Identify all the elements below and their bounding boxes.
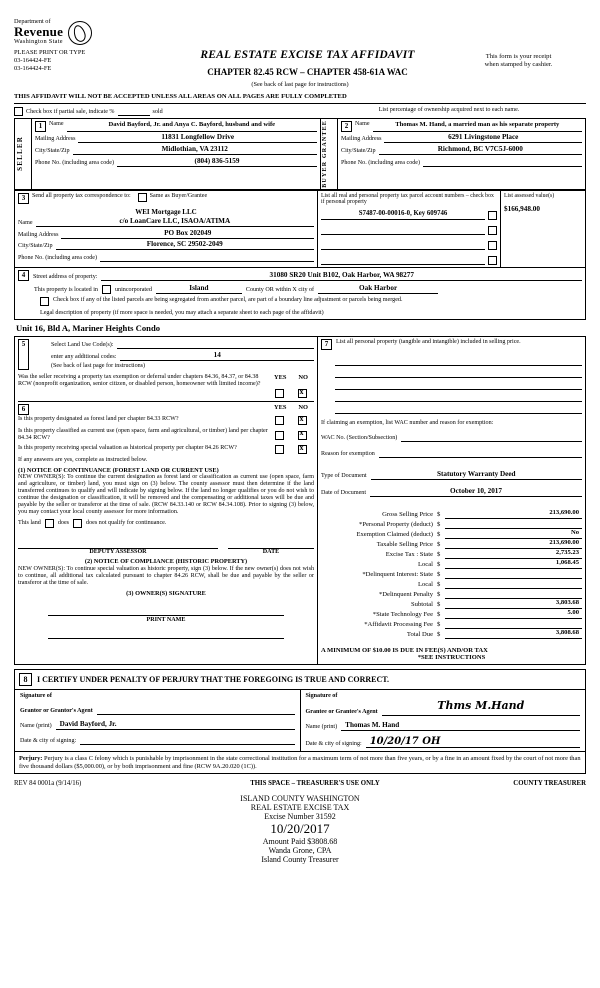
buyer-block (338, 118, 586, 189)
stamp-date: 10/20/2017 (270, 820, 330, 836)
form-number-2: 03-164424-FE (14, 65, 52, 73)
segregation-note: Check box if any of the listed parcels are being segregated from another parcel, are part of a boundary line adjustment or parcels being merged. (53, 296, 403, 303)
landuse-additional-value[interactable]: 14 (120, 351, 314, 361)
landuse-additional-label: enter any additional codes: (51, 353, 117, 360)
correspondence-instruction: Send all property tax correspondence to: (32, 192, 131, 199)
partial-sale-label: Check box if partial sale, indicate % (26, 108, 115, 115)
rev-number: REV 84 0001a (9/14/16) (14, 780, 82, 788)
owner-print-name-line[interactable] (48, 626, 284, 639)
money-row (321, 529, 582, 539)
county-or-city-label: County OR within X city of (245, 286, 315, 293)
grantor-date-label: Date & city of signing: (20, 737, 77, 744)
parcel-header: List all real and personal property tax parcel account numbers – check box if personal property (321, 192, 494, 206)
correspondence-mailing-value[interactable]: PO Box 202049 (61, 229, 314, 239)
landuse-code-value[interactable] (117, 339, 314, 349)
assessed-values-block (501, 190, 586, 267)
notice-compliance-title: (2) NOTICE OF COMPLIANCE (HISTORIC PROPERTY) (84, 558, 248, 566)
exemption-reason-value[interactable] (379, 448, 582, 458)
land-does-qualify-checkbox[interactable] (45, 519, 54, 528)
agency-logo (14, 18, 92, 45)
document-date-value[interactable]: October 10, 2017 (370, 487, 582, 497)
signature-block (14, 690, 586, 753)
owner-signature-line[interactable] (48, 601, 284, 616)
grantor-signature-block (15, 690, 300, 752)
seller-side-label: SELLER (16, 136, 24, 172)
money-label-8: *Delinquent Penalty (378, 591, 433, 599)
correspondence-phone-value[interactable] (100, 252, 314, 262)
sold-label: sold (152, 108, 163, 115)
certification-header (14, 669, 586, 690)
money-label-0: Gross Selling Price (382, 511, 433, 519)
see-instructions-note: *SEE INSTRUCTIONS (417, 654, 486, 662)
dollar-sign-icon: $ (437, 521, 441, 529)
parcel-personal-checkbox-0[interactable] (488, 211, 497, 220)
money-value-8[interactable] (445, 589, 582, 599)
parcel-number-3[interactable] (321, 255, 485, 265)
tax-correspondence-block (15, 190, 318, 267)
notice-compliance-body: NEW OWNER(S): To continue special valuation as historic property, sign (3) below. If the new owner(s) does not wish to continue, all additional tax calculated pursuant to chapter 84.26 RCW, shall be due and payable by the seller or transferor at the time of sale. (18, 565, 314, 586)
money-label-11: *Affidavit Processing Fee (364, 621, 433, 629)
see-back-note: (See back of last page for instructions) (251, 81, 349, 89)
buyer-side-tab (321, 118, 338, 189)
does-not-label: does not qualify for continuance. (86, 520, 167, 527)
money-value-3[interactable]: 213,690.00 (445, 539, 582, 549)
grantee-name-value[interactable]: Thomas M. Hand (341, 721, 580, 731)
money-row (321, 569, 582, 579)
dollar-sign-icon: $ (437, 531, 441, 539)
seller-mailing-value[interactable]: 11831 Longfellow Drive (78, 133, 317, 143)
partial-sale-row (14, 107, 312, 116)
print-type-label: PLEASE PRINT OR TYPE (14, 49, 86, 57)
same-as-buyer-label: Same as Buyer/Grantee (149, 192, 208, 199)
buyer-side-label: BUYER GRANTEE (322, 119, 328, 188)
parcel-number-0[interactable]: S7487-00-00016-0, Key 609746 (321, 210, 485, 220)
seller-block (32, 118, 321, 189)
parcel-row (321, 225, 497, 235)
money-value-10[interactable]: 5.00 (445, 609, 582, 619)
money-value-7[interactable] (445, 579, 582, 589)
perjury-label: Perjury: (19, 755, 43, 763)
document-header (14, 18, 586, 45)
classification-question-row (18, 445, 314, 454)
currentuse-no-checkbox[interactable] (298, 431, 307, 440)
parcel-number-2[interactable] (321, 240, 485, 250)
wac-number-value[interactable] (401, 432, 582, 442)
grantor-date-value[interactable] (80, 735, 294, 745)
property-box-number: 4 (18, 270, 29, 281)
historic-yes-checkbox[interactable] (275, 445, 284, 454)
document-type-value[interactable]: Statutory Warranty Deed (371, 470, 582, 480)
money-value-12[interactable]: 3,808.68 (445, 629, 582, 639)
dollar-sign-icon: $ (437, 541, 441, 549)
buyer-citystate-value[interactable]: Richmond, BC V7C5J-6000 (379, 145, 582, 155)
money-label-3: Taxable Selling Price (376, 541, 433, 549)
correspondence-name-line1: WEI Mortgage LLC (135, 207, 197, 216)
grantor-signature-field[interactable] (97, 700, 295, 715)
forest-no-checkbox[interactable] (298, 416, 307, 425)
money-value-0[interactable]: 213,690.00 (445, 509, 582, 519)
footer-row (14, 780, 586, 788)
grantee-date-label: Date & city of signing: (305, 741, 362, 748)
street-address-value[interactable]: 31080 SR20 Unit B102, Oak Harbor, WA 98277 (101, 271, 582, 281)
buyer-box-number: 2 (341, 121, 352, 132)
seller-box-number: 1 (35, 121, 46, 132)
grantor-sig-role: Grantor or Grantor's Agent (20, 707, 93, 714)
classification-no-label: NO (298, 404, 308, 412)
street-address-label: Street address of property: (33, 273, 98, 280)
city-name-value[interactable]: Oak Harbor (318, 284, 438, 294)
correspondence-citystate-label: City/State/Zip (18, 243, 53, 250)
land-does-not-qualify-checkbox[interactable] (73, 519, 82, 528)
buyer-mailing-label: Mailing Address (341, 136, 382, 143)
dollar-sign-icon: $ (437, 511, 441, 519)
receipt-note-line2: when stamped by cashier. (484, 61, 553, 69)
money-value-5[interactable]: 1,068.45 (445, 559, 582, 569)
dollar-sign-icon: $ (437, 581, 441, 589)
money-table (321, 509, 582, 639)
seller-exemption-question: Was the seller receiving a property tax exemption or deferral under chapters 84.36, 84.37, or 84.38 RCW (nonprofit organization, senior citizen, or disabled person, homeowner with limited income)? (18, 373, 261, 387)
dollar-sign-icon: $ (437, 601, 441, 609)
buyer-phone-label: Phone No. (including area code) (341, 159, 421, 166)
exemption-no-checkbox[interactable] (298, 389, 307, 398)
money-row (321, 629, 582, 639)
parcel-personal-checkbox-2[interactable] (488, 241, 497, 250)
money-row (321, 549, 582, 559)
grantee-sig-role: Grantee or Grantee's Agent (305, 708, 378, 715)
parcel-numbers-block (318, 190, 501, 267)
wac-number-label: WAC No. (Section/Subsection) (321, 434, 398, 441)
currentuse-yes-checkbox[interactable] (275, 431, 284, 440)
grantor-name-value[interactable]: David Bayford, Jr. (56, 720, 295, 730)
personal-property-line-2[interactable] (335, 378, 582, 390)
personal-property-line-1[interactable] (335, 366, 582, 378)
personal-property-line-0[interactable] (335, 354, 582, 366)
buyer-citystate-label: City/State/Zip (341, 148, 376, 155)
correspondence-mailing-label: Mailing Address (18, 231, 59, 238)
parcel-row (321, 210, 497, 220)
title-block (164, 49, 451, 77)
money-row (321, 539, 582, 549)
seal-icon (68, 21, 92, 45)
legal-description-note: Legal description of property (if more space is needed, you may attach a separate sheet to each page of the affidavit) (40, 309, 324, 316)
stamp-excise-number: Excise Number 31592 (264, 812, 336, 822)
seller-mailing-label: Mailing Address (35, 136, 76, 143)
stamp-amount-paid: Amount Paid $3808.68 (262, 836, 338, 846)
forest-yes-checkbox[interactable] (275, 416, 284, 425)
money-row (321, 619, 582, 629)
dollar-sign-icon: $ (437, 571, 441, 579)
owner-signature-title: (3) OWNER(S) SIGNATURE (126, 589, 206, 597)
print-name-label: PRINT NAME (146, 616, 186, 623)
minimum-due-note: A MINIMUM OF $10.00 IS DUE IN FEE(S) AND/OR TAX (321, 646, 488, 654)
money-value-2[interactable]: No (445, 529, 582, 539)
money-label-10: *State Technology Fee (372, 611, 433, 619)
dollar-sign-icon: $ (437, 551, 441, 559)
classification-question-1: Is this property classified as current use (open space, farm and agricultural, or timber) land per chapter 84.34 RCW? (18, 428, 268, 442)
print-instructions (14, 49, 164, 77)
landuse-see-back: (See back of last page for instructions) (51, 362, 146, 369)
stamp-line1: ISLAND COUNTY WASHINGTON (240, 794, 360, 803)
correspondence-phone-label: Phone No. (including area code) (18, 255, 98, 262)
money-label-7: Local (417, 581, 433, 589)
ownership-note: List percentage of ownership acquired next to each name. (378, 106, 520, 113)
parcel-row (321, 240, 497, 250)
money-value-4[interactable]: 2,735.23 (445, 549, 582, 559)
partial-sale-percent[interactable] (118, 115, 150, 116)
grantee-date-value[interactable]: 10/20/17 OH (366, 736, 580, 749)
county-name-value[interactable]: Island (156, 284, 242, 294)
receipt-note-line1: This form is your receipt (485, 53, 552, 61)
grantee-signature-block (300, 690, 586, 752)
located-in-label: This property is located in (34, 286, 98, 293)
notice-continuance-body: NEW OWNER(S): To continue the current designation as forest land or classification as current use (open space, farm and agriculture, or timber) land, you must sign on (3) below. The county assessor must then determine if the land transferred continues to qualify and will indicate by signing below. If the land no longer qualifies or you do not wish to continue the designation or classification, it will be removed and the compensating or additional taxes will be due and payable by the seller or transferor at the time of sale. (RCW 84.33.140 or RCW 84.34.108). Prior to signing (3) below, you may contact your local county assessor for more information. (18, 474, 314, 516)
buyer-phone-value[interactable] (423, 157, 582, 167)
seller-phone-value[interactable]: (804) 836-5159 (117, 157, 317, 167)
money-label-1: *Personal Property (deduct) (359, 521, 433, 529)
personal-property-line-4[interactable] (335, 402, 582, 414)
correspondence-box-number: 3 (18, 193, 29, 204)
dollar-sign-icon: $ (437, 591, 441, 599)
exemption-yes-label: YES (273, 373, 287, 381)
seller-citystate-label: City/State/Zip (35, 148, 70, 155)
correspondence-name-value[interactable]: c/o LoanCare LLC, ISAOA/ATIMA (36, 217, 314, 227)
exemption-reason-label: Reason for exemption (321, 450, 375, 457)
money-row (321, 509, 582, 519)
treasurer-space-label: THIS SPACE – TREASURER'S USE ONLY (250, 780, 380, 788)
classification-question-row (18, 416, 314, 425)
this-land-label: This land (18, 520, 41, 527)
seller-name-value[interactable]: David Bayford, Jr. and Anya C. Bayford, husband and wife (67, 121, 317, 132)
property-address-block (14, 268, 586, 320)
classification-yes-label: YES (273, 404, 287, 412)
document-type-label: Type of Document (321, 472, 367, 479)
dollar-sign-icon: $ (437, 561, 441, 569)
buyer-name-label: Name (355, 120, 370, 127)
money-value-9[interactable]: 3,803.68 (445, 599, 582, 609)
dollar-sign-icon: $ (437, 611, 441, 619)
dollar-sign-icon: $ (437, 621, 441, 629)
grantee-sig-label: Signature of (305, 692, 338, 699)
money-label-5: Local (417, 561, 433, 569)
seller-side-tab (15, 118, 32, 189)
landuse-box-number: 5 (18, 339, 29, 370)
money-row (321, 559, 582, 569)
landuse-select-label: Select Land Use Code(s): (51, 341, 114, 348)
money-label-2: Exemption Claimed (deduct) (356, 531, 433, 539)
if-yes-note: If any answers are yes, complete as instructed below. (18, 457, 148, 464)
revenue-wordmark: Revenue (14, 24, 64, 40)
assessed-value-header: List assessed value(s) (504, 192, 555, 199)
perjury-notice (14, 752, 586, 774)
parcel-number-1[interactable] (321, 225, 485, 235)
seller-phone-label: Phone No. (including area code) (35, 159, 115, 166)
receipt-note (451, 49, 586, 77)
document-subtitle: CHAPTER 82.45 RCW – CHAPTER 458-61A WAC (207, 66, 408, 77)
parcel-row (321, 255, 497, 265)
certification-title: I CERTIFY UNDER PENALTY OF PERJURY THAT THE FOREGOING IS TRUE AND CORRECT. (37, 674, 390, 684)
department-label: Department of (14, 18, 51, 25)
stamp-treasurer-title: Island County Treasurer (261, 854, 339, 864)
perjury-text: Perjury is a class C felony which is punishable by imprisonment in the state correctional institution for a maximum term of not more than five years, or by a fine in an amount fixed by the court of not more than five thousand dollars ($5,000.00), or by both imprisonment and fine (RCW 9A.20.020 (1C)). (19, 755, 581, 770)
money-row (321, 599, 582, 609)
state-label: Washington State (14, 38, 63, 46)
grantor-sig-label: Signature of (20, 692, 52, 699)
buyer-mailing-value[interactable]: 6291 Livingstone Place (384, 133, 582, 143)
exemption-claim-instruction: If claiming an exemption, list WAC number and reason for exemption: (321, 419, 494, 426)
notice-continuance-title: (1) NOTICE OF CONTINUANCE (FOREST LAND OR CURRENT USE) (18, 467, 219, 475)
seller-citystate-value[interactable]: Midlothian, VA 23112 (73, 145, 317, 155)
correspondence-citystate-value[interactable]: Florence, SC 29502-2049 (56, 240, 314, 250)
stamp-treasurer-name: Wanda Grone, CPA (268, 845, 332, 855)
money-row (321, 589, 582, 599)
stamp-line2: REAL ESTATE EXCISE TAX (250, 803, 350, 813)
certification-box-number: 8 (19, 673, 32, 686)
deputy-assessor-label: DEPUTY ASSESSOR (89, 549, 147, 556)
form-number-1: 03-164424-FE (14, 57, 52, 65)
parcel-personal-checkbox-3[interactable] (488, 256, 497, 265)
partial-sale-checkbox[interactable] (14, 107, 23, 116)
assessed-value-0[interactable]: $166,948.00 (504, 205, 540, 214)
deputy-assessor-date[interactable] (228, 538, 314, 549)
personal-property-instruction: List all personal property (tangible and intangible) included in selling price. (336, 338, 521, 345)
money-value-11[interactable] (445, 619, 582, 629)
date-label: DATE (262, 549, 280, 556)
buyer-name-value[interactable]: Thomas M. Hand, a married man as his separate property (373, 121, 582, 132)
money-row (321, 519, 582, 529)
exemption-no-label: NO (298, 373, 308, 381)
right-column (318, 336, 586, 664)
grantee-name-label: Name (print) (305, 723, 338, 730)
grantee-signature-field[interactable]: Thms M.Hand (382, 700, 580, 716)
money-value-6[interactable] (445, 569, 582, 579)
segregation-checkbox[interactable] (40, 297, 49, 306)
exemption-yes-checkbox[interactable] (275, 389, 284, 398)
money-label-4: Excise Tax : State (385, 551, 433, 559)
grantor-name-label: Name (print) (20, 722, 52, 729)
completion-notice: THIS AFFIDAVIT WILL NOT BE ACCEPTED UNLESS ALL AREAS ON ALL PAGES ARE FULLY COMPLETED (14, 93, 586, 104)
money-row (321, 609, 582, 619)
correspondence-name-label: Name (18, 220, 33, 227)
deputy-assessor-signature[interactable] (18, 538, 218, 549)
personal-property-line-3[interactable] (335, 390, 582, 402)
money-label-9: Subtotal (411, 601, 433, 609)
left-column (15, 336, 318, 664)
money-value-1[interactable] (445, 519, 582, 529)
unincorporated-label: unincorporated (114, 286, 152, 293)
historic-no-checkbox[interactable] (298, 445, 307, 454)
treasurer-stamp (14, 794, 586, 864)
classification-question-2: Is this property receiving special valuation as historical property per chapter 84.26 RCW? (18, 445, 237, 452)
personal-property-box-number: 7 (321, 339, 332, 350)
parcel-personal-checkbox-1[interactable] (488, 226, 497, 235)
same-as-buyer-checkbox[interactable] (138, 193, 147, 202)
dollar-sign-icon: $ (437, 631, 441, 639)
seller-name-label: Name (49, 120, 64, 127)
money-label-6: *Delinquent Interest: State (362, 571, 433, 579)
document-date-label: Date of Document (321, 489, 367, 496)
county-treasurer-label: COUNTY TREASURER (513, 780, 586, 788)
does-label: does (57, 520, 70, 527)
money-label-12: Total Due (406, 631, 433, 639)
legal-description-value: Unit 16, Bld A, Mariner Heights Condo (16, 322, 161, 333)
money-row (321, 579, 582, 589)
classification-box-number: 6 (18, 404, 29, 415)
unincorporated-checkbox[interactable] (102, 285, 111, 294)
classification-question-0: Is this property designated as forest land per chapter 84.33 RCW? (18, 416, 179, 423)
classification-question-row (18, 428, 314, 442)
document-title: REAL ESTATE EXCISE TAX AFFIDAVIT (200, 49, 415, 62)
